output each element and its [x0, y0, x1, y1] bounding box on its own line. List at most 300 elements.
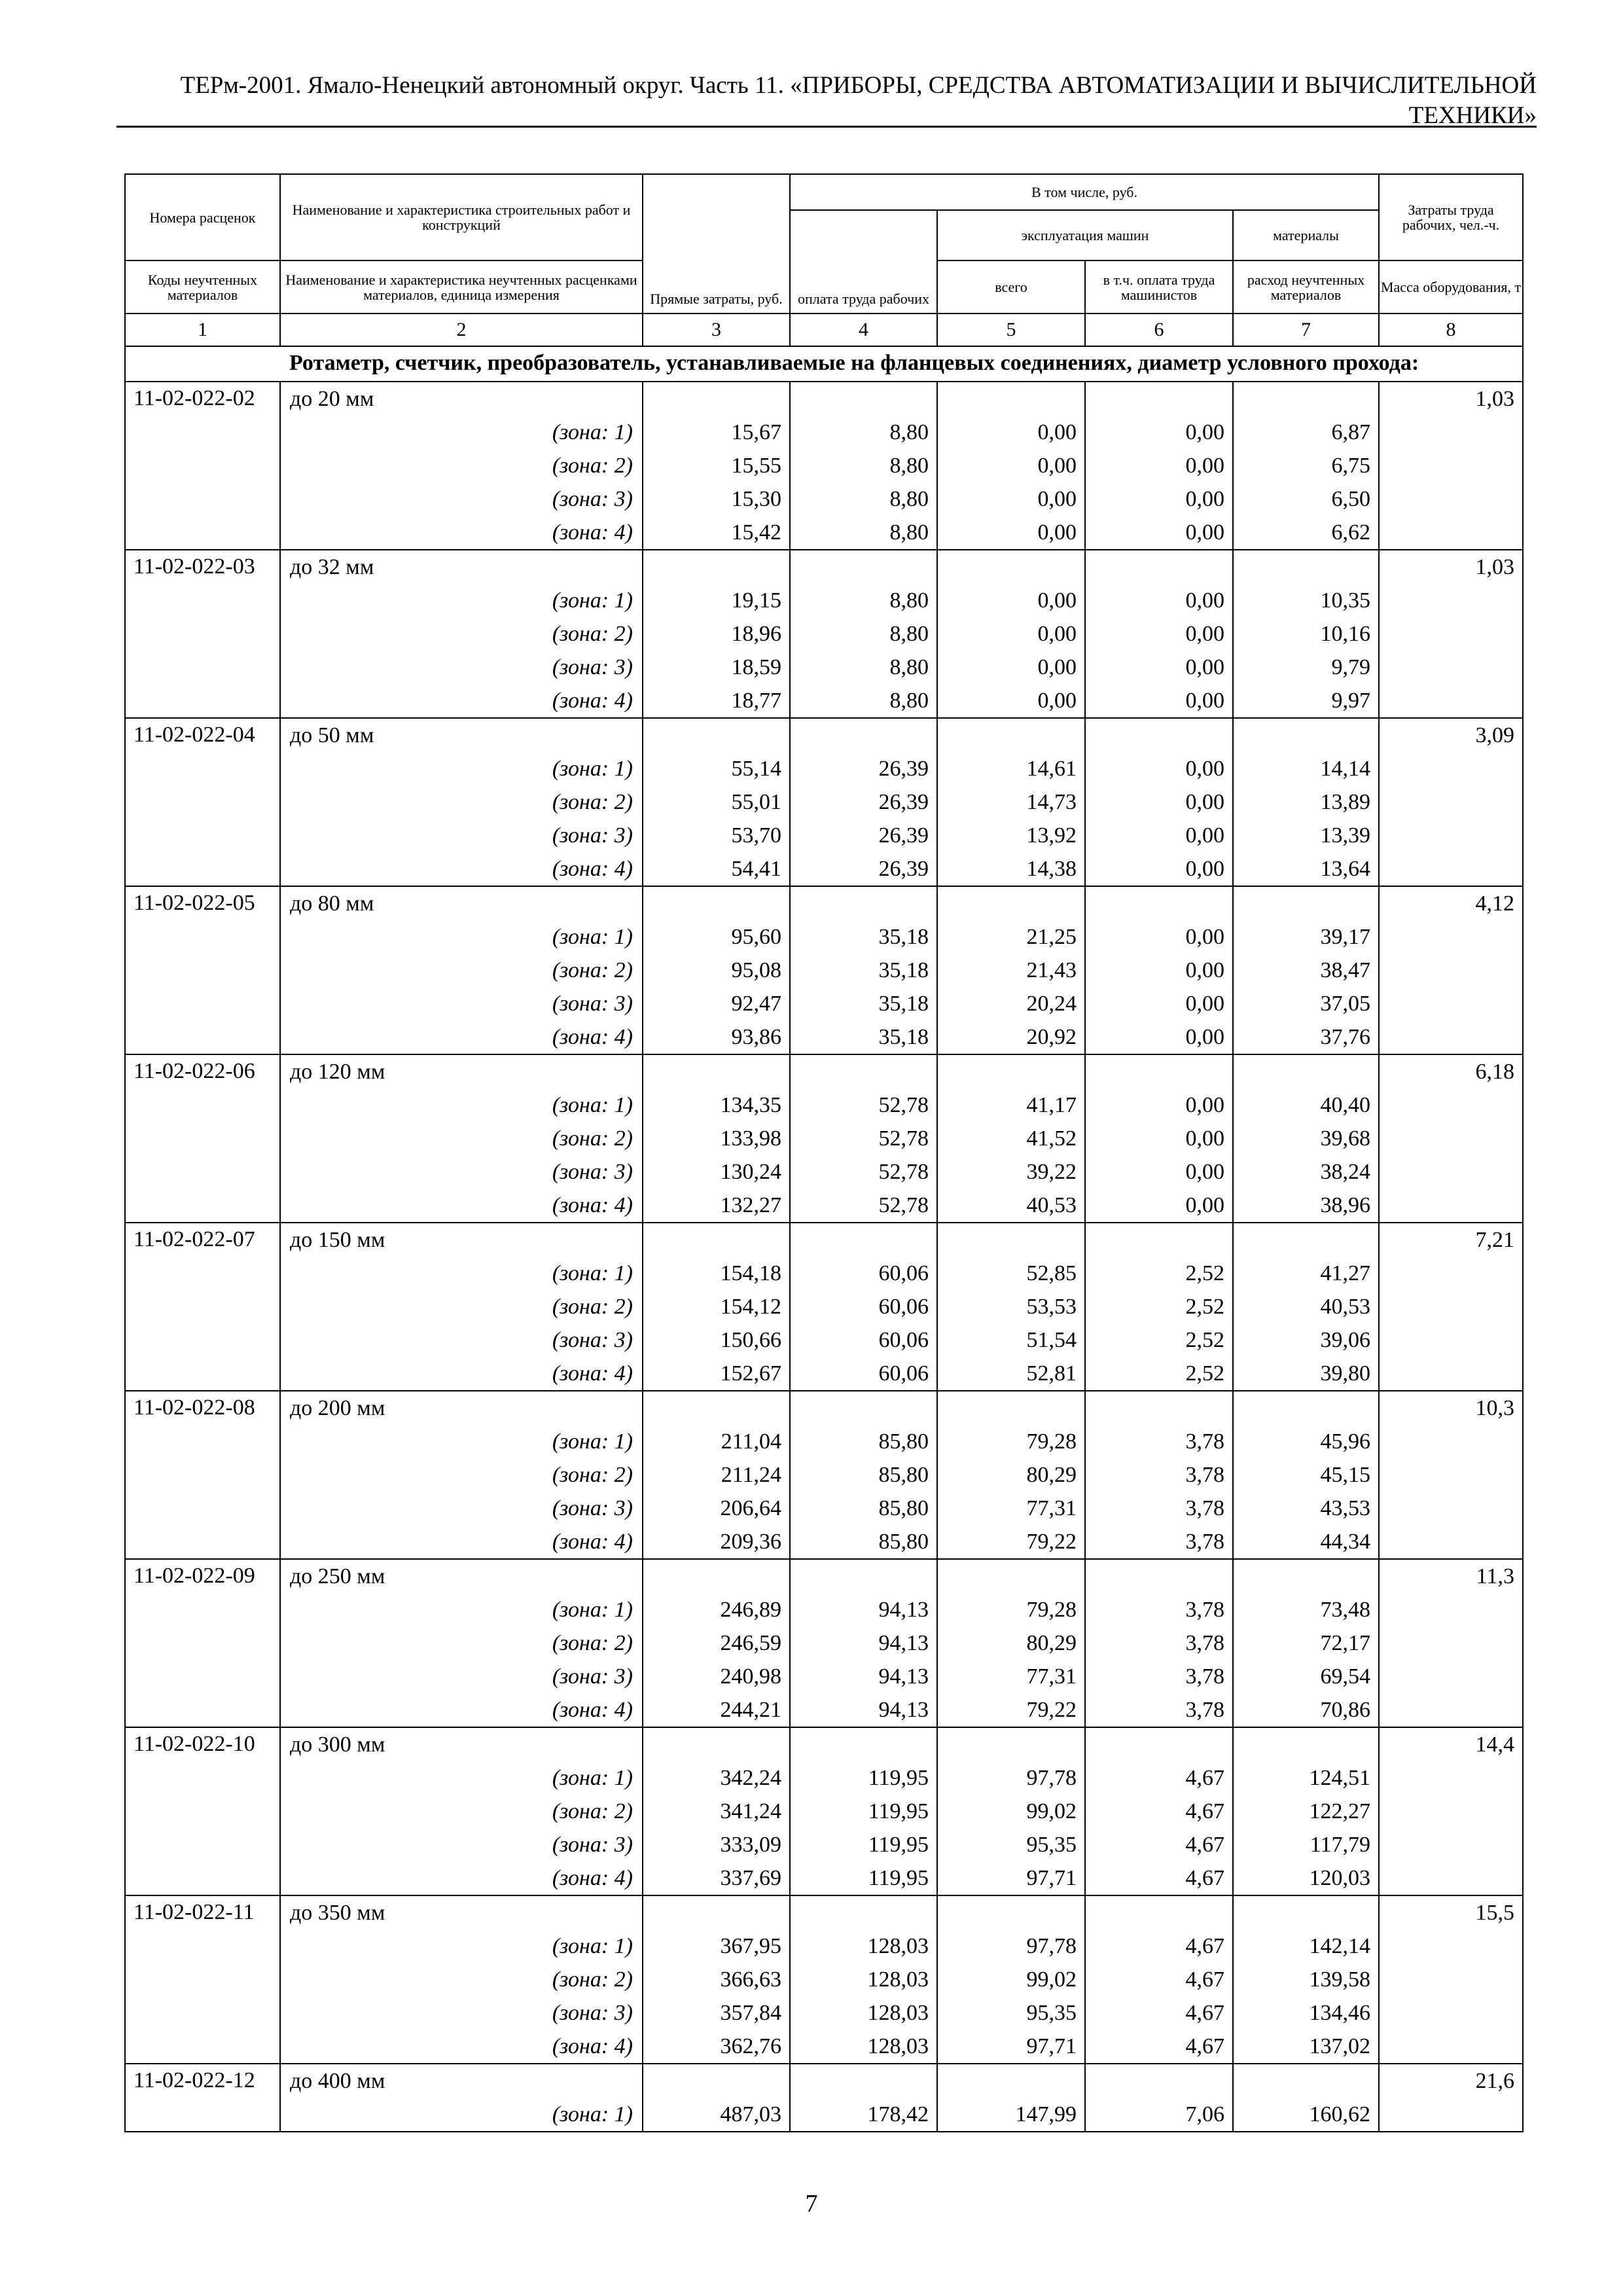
- materials-cost: 45,96: [1320, 1429, 1371, 1454]
- materials-cost: 72,17: [1320, 1631, 1371, 1655]
- materials-cost: 160,62: [1309, 2102, 1371, 2126]
- rate-name-cell: [280, 2064, 643, 2132]
- col-number: 3: [643, 314, 790, 346]
- rate-name: до 300 мм: [290, 1732, 385, 1757]
- machine-cost: 80,29: [1026, 1463, 1077, 1487]
- zone-label: (зона: 2): [552, 1463, 633, 1487]
- direct-cost: 211,04: [721, 1429, 781, 1454]
- machine-cost: 21,43: [1026, 958, 1077, 982]
- zone-label: (зона: 1): [552, 1598, 633, 1622]
- operator-wages: 4,67: [1185, 1934, 1224, 1958]
- operator-wages: 0,00: [1185, 757, 1224, 781]
- rate-code: 11-02-022-10: [125, 1727, 280, 1895]
- labor-cost: 6,18: [1475, 1060, 1515, 1084]
- direct-cost: 154,18: [720, 1261, 781, 1285]
- worker-wages: 26,39: [878, 790, 929, 814]
- zone-label: (зона: 3): [552, 487, 633, 511]
- zone-label: (зона: 3): [552, 1328, 633, 1352]
- direct-cost: 15,42: [731, 520, 781, 545]
- operator-wages-cell: [1085, 1727, 1233, 1895]
- machine-cost: 51,54: [1026, 1328, 1077, 1352]
- worker-wages: 8,80: [889, 655, 929, 679]
- worker-wages: 35,18: [878, 925, 929, 949]
- direct-cost-cell: [643, 1559, 790, 1727]
- zone-label: (зона: 1): [552, 1093, 633, 1117]
- operator-wages: 0,00: [1185, 454, 1224, 478]
- machine-cost: 14,61: [1026, 757, 1077, 781]
- materials-cost: 13,39: [1320, 823, 1371, 848]
- direct-cost-cell: [643, 1895, 790, 2064]
- operator-wages: 0,00: [1185, 1160, 1224, 1184]
- machine-cost: 95,35: [1026, 1833, 1077, 1857]
- direct-cost-cell: [643, 1054, 790, 1223]
- worker-wages: 52,78: [878, 1160, 929, 1184]
- materials-cost: 6,87: [1331, 420, 1371, 444]
- materials-cost-cell: [1233, 886, 1379, 1054]
- rate-name-cell: [280, 718, 643, 886]
- direct-cost: 244,21: [720, 1698, 781, 1722]
- rate-name-cell: [280, 1895, 643, 2064]
- materials-cost: 39,80: [1320, 1361, 1371, 1386]
- operator-wages: 4,67: [1185, 1766, 1224, 1790]
- col8-header-bottom: Масса оборудования, т: [1379, 260, 1523, 314]
- labor-cost: 11,3: [1476, 1564, 1515, 1588]
- rate-name: до 150 мм: [290, 1228, 385, 1252]
- labor-cost-cell: [1379, 1054, 1523, 1223]
- running-header: [116, 71, 1537, 131]
- header-rule: [116, 126, 1537, 128]
- direct-cost: 93,86: [731, 1025, 781, 1049]
- worker-wages: 178,42: [867, 2102, 929, 2126]
- operator-wages: 2,52: [1185, 1361, 1224, 1386]
- col8-header-top: Затраты труда рабочих, чел.-ч.: [1379, 174, 1523, 260]
- machine-cost: 39,22: [1026, 1160, 1077, 1184]
- operator-wages: 0,00: [1185, 1126, 1224, 1151]
- machine-cost: 147,99: [1015, 2102, 1077, 2126]
- machine-cost: 79,28: [1026, 1598, 1077, 1622]
- operator-wages: 0,00: [1185, 790, 1224, 814]
- operator-wages: 4,67: [1185, 1799, 1224, 1823]
- col-number: 6: [1085, 314, 1233, 346]
- rate-block: [125, 550, 1523, 718]
- direct-cost: 54,41: [731, 857, 781, 881]
- operator-wages: 0,00: [1185, 420, 1224, 444]
- zone-label: (зона: 3): [552, 1664, 633, 1689]
- worker-wages: 85,80: [878, 1429, 929, 1454]
- zone-label: (зона: 4): [552, 1193, 633, 1217]
- machine-cost: 99,02: [1026, 1967, 1077, 1992]
- page-number: 7: [805, 2190, 818, 2217]
- direct-cost: 95,60: [731, 925, 781, 949]
- operator-wages-cell: [1085, 1559, 1233, 1727]
- materials-cost: 139,58: [1309, 1967, 1371, 1992]
- worker-wages: 60,06: [878, 1295, 929, 1319]
- worker-wages: 52,78: [878, 1193, 929, 1217]
- materials-cost: 10,35: [1320, 588, 1371, 613]
- operator-wages-cell: [1085, 382, 1233, 550]
- operator-wages-cell: [1085, 550, 1233, 718]
- labor-cost-cell: [1379, 550, 1523, 718]
- worker-wages-cell: [790, 1391, 937, 1559]
- labor-cost: 14,4: [1475, 1732, 1515, 1757]
- rate-name-cell: [280, 550, 643, 718]
- rate-code: 11-02-022-12: [125, 2064, 280, 2132]
- materials-cost: 13,64: [1320, 857, 1371, 881]
- worker-wages: 35,18: [878, 958, 929, 982]
- machine-cost-cell: [937, 1559, 1085, 1727]
- machine-cost: 20,92: [1026, 1025, 1077, 1049]
- materials-cost: 41,27: [1320, 1261, 1371, 1285]
- machine-cost: 97,78: [1026, 1934, 1077, 1958]
- col7-header: расход неучтенных материалов: [1233, 260, 1379, 314]
- rate-name: до 32 мм: [290, 555, 374, 579]
- rate-code: 11-02-022-09: [125, 1559, 280, 1727]
- direct-cost: 55,01: [731, 790, 781, 814]
- materials-cost: 39,06: [1320, 1328, 1371, 1352]
- worker-wages-cell: [790, 1223, 937, 1391]
- operator-wages: 2,52: [1185, 1295, 1224, 1319]
- direct-cost: 206,64: [720, 1496, 781, 1520]
- labor-cost: 15,5: [1475, 1901, 1515, 1925]
- materials-cost-cell: [1233, 718, 1379, 886]
- zone-label: (зона: 2): [552, 1799, 633, 1823]
- rate-code: 11-02-022-02: [125, 382, 280, 550]
- machine-cost-cell: [937, 1054, 1085, 1223]
- zone-label: (зона: 3): [552, 655, 633, 679]
- machine-cost: 21,25: [1026, 925, 1077, 949]
- rate-block: [125, 382, 1523, 550]
- direct-cost: 152,67: [720, 1361, 781, 1386]
- operator-wages: 0,00: [1185, 655, 1224, 679]
- col2-header-top: Наименование и характеристика строительных работ и конструкций: [280, 174, 643, 260]
- rate-block: [125, 1391, 1523, 1559]
- direct-cost: 15,67: [731, 420, 781, 444]
- rate-name: до 20 мм: [290, 387, 374, 411]
- machine-cost-cell: [937, 1895, 1085, 2064]
- machine-cost: 14,38: [1026, 857, 1077, 881]
- materials-cost-cell: [1233, 1223, 1379, 1391]
- worker-wages: 26,39: [878, 757, 929, 781]
- direct-cost: 341,24: [720, 1799, 781, 1823]
- rate-name-cell: [280, 382, 643, 550]
- direct-cost: 53,70: [731, 823, 781, 848]
- materials-cost-cell: [1233, 1054, 1379, 1223]
- worker-wages: 26,39: [878, 823, 929, 848]
- operator-wages-cell: [1085, 718, 1233, 886]
- machine-cost-cell: [937, 1391, 1085, 1559]
- operator-wages-cell: [1085, 1391, 1233, 1559]
- worker-wages: 8,80: [889, 454, 929, 478]
- col-number: 2: [280, 314, 643, 346]
- rate-name: до 120 мм: [290, 1060, 385, 1084]
- rate-name-cell: [280, 1559, 643, 1727]
- labor-cost: 1,03: [1475, 387, 1515, 411]
- operator-wages-cell: [1085, 886, 1233, 1054]
- worker-wages: 8,80: [889, 622, 929, 646]
- zone-label: (зона: 1): [552, 588, 633, 613]
- machine-cost: 41,52: [1026, 1126, 1077, 1151]
- direct-cost: 333,09: [720, 1833, 781, 1857]
- worker-wages: 94,13: [878, 1631, 929, 1655]
- machine-cost-cell: [937, 382, 1085, 550]
- operator-wages-cell: [1085, 1895, 1233, 2064]
- col-number: 1: [125, 314, 280, 346]
- rate-code: 11-02-022-04: [125, 718, 280, 886]
- machine-cost-cell: [937, 550, 1085, 718]
- rate-block: [125, 1895, 1523, 2064]
- worker-wages: 94,13: [878, 1698, 929, 1722]
- operator-wages: 0,00: [1185, 1025, 1224, 1049]
- rate-name-cell: [280, 886, 643, 1054]
- worker-wages: 60,06: [878, 1361, 929, 1386]
- worker-wages-cell: [790, 550, 937, 718]
- zone-label: (зона: 1): [552, 925, 633, 949]
- rate-code: 11-02-022-05: [125, 886, 280, 1054]
- worker-wages: 119,95: [868, 1866, 929, 1890]
- rate-name: до 80 мм: [290, 891, 374, 916]
- materials-cost: 69,54: [1320, 1664, 1371, 1689]
- zone-label: (зона: 3): [552, 2001, 633, 2025]
- materials-cost-cell: [1233, 1727, 1379, 1895]
- machine-cost: 99,02: [1026, 1799, 1077, 1823]
- zone-label: (зона: 2): [552, 622, 633, 646]
- worker-wages: 119,95: [868, 1833, 929, 1857]
- operator-wages: 4,67: [1185, 1866, 1224, 1890]
- worker-wages: 85,80: [878, 1496, 929, 1520]
- operator-wages: 0,00: [1185, 1193, 1224, 1217]
- direct-cost-cell: [643, 1727, 790, 1895]
- col-number: 7: [1233, 314, 1379, 346]
- machine-cost-cell: [937, 2064, 1085, 2132]
- materials-cost: 40,53: [1320, 1295, 1371, 1319]
- operator-wages: 4,67: [1185, 1833, 1224, 1857]
- direct-cost: 15,30: [731, 487, 781, 511]
- materials-cost: 43,53: [1320, 1496, 1371, 1520]
- machine-cost: 77,31: [1026, 1496, 1077, 1520]
- zone-label: (зона: 1): [552, 1766, 633, 1790]
- operator-wages: 4,67: [1185, 1967, 1224, 1992]
- machine-cost: 13,92: [1026, 823, 1077, 848]
- operator-wages: 4,67: [1185, 2001, 1224, 2025]
- direct-cost: 55,14: [731, 757, 781, 781]
- worker-wages-cell: [790, 718, 937, 886]
- header-line-1: ТЕРм-2001. Ямало-Ненецкий автономный округ. Часть 11. «ПРИБОРЫ, СРЕДСТВА АВТОМАТИЗАЦИИ И ВЫЧИСЛИТЕЛЬНОЙ: [180, 72, 1537, 99]
- machine-cost: 0,00: [1037, 487, 1077, 511]
- worker-wages-cell: [790, 1727, 937, 1895]
- labor-cost: 4,12: [1475, 891, 1515, 916]
- materials-cost: 6,75: [1331, 454, 1371, 478]
- direct-cost: 18,59: [731, 655, 781, 679]
- rate-block: [125, 1727, 1523, 1895]
- worker-wages: 8,80: [889, 689, 929, 713]
- operator-wages: 4,67: [1185, 2034, 1224, 2058]
- col5-header: всего: [937, 260, 1085, 314]
- worker-wages-cell: [790, 1054, 937, 1223]
- zone-label: (зона: 3): [552, 992, 633, 1016]
- operator-wages: 0,00: [1185, 823, 1224, 848]
- materials-header: материалы: [1233, 210, 1379, 260]
- zone-label: (зона: 2): [552, 1126, 633, 1151]
- operator-wages: 2,52: [1185, 1328, 1224, 1352]
- worker-wages: 128,03: [867, 2001, 929, 2025]
- machine-cost: 53,53: [1026, 1295, 1077, 1319]
- machine-cost: 97,71: [1026, 1866, 1077, 1890]
- col-number: 4: [790, 314, 937, 346]
- direct-cost: 337,69: [720, 1866, 781, 1890]
- machine-cost: 80,29: [1026, 1631, 1077, 1655]
- worker-wages-cell: [790, 1895, 937, 2064]
- machine-cost: 0,00: [1037, 689, 1077, 713]
- col1-header-top: Номера расценок: [125, 174, 280, 260]
- rate-block: [125, 1223, 1523, 1391]
- zone-label: (зона: 4): [552, 1866, 633, 1890]
- worker-wages-cell: [790, 1559, 937, 1727]
- zone-label: (зона: 1): [552, 1261, 633, 1285]
- materials-cost: 9,79: [1331, 655, 1371, 679]
- materials-cost: 37,05: [1320, 992, 1371, 1016]
- operator-wages: 3,78: [1185, 1429, 1224, 1454]
- labor-cost-cell: [1379, 886, 1523, 1054]
- machine-cost: 79,28: [1026, 1429, 1077, 1454]
- labor-cost-cell: [1379, 1727, 1523, 1895]
- rate-code: 11-02-022-07: [125, 1223, 280, 1391]
- rate-code: 11-02-022-03: [125, 550, 280, 718]
- worker-wages: 52,78: [878, 1093, 929, 1117]
- worker-wages: 94,13: [878, 1598, 929, 1622]
- machine-cost: 79,22: [1026, 1530, 1077, 1554]
- zone-label: (зона: 4): [552, 1698, 633, 1722]
- direct-cost: 18,77: [731, 689, 781, 713]
- col6-header: в т.ч. оплата труда машинистов: [1085, 260, 1233, 314]
- zone-label: (зона: 4): [552, 1530, 633, 1554]
- rate-code: 11-02-022-11: [125, 1895, 280, 2064]
- machine-cost: 0,00: [1037, 520, 1077, 545]
- col4-header: оплата труда рабочих: [790, 210, 937, 314]
- labor-cost: 1,03: [1475, 555, 1515, 579]
- labor-cost-cell: [1379, 718, 1523, 886]
- machine-cost-cell: [937, 886, 1085, 1054]
- direct-cost: 130,24: [720, 1160, 781, 1184]
- worker-wages: 119,95: [868, 1799, 929, 1823]
- materials-cost: 38,47: [1320, 958, 1371, 982]
- worker-wages: 85,80: [878, 1463, 929, 1487]
- materials-cost-cell: [1233, 550, 1379, 718]
- zone-label: (зона: 2): [552, 1967, 633, 1992]
- materials-cost: 14,14: [1320, 757, 1371, 781]
- materials-cost: 9,97: [1331, 689, 1371, 713]
- operator-wages-cell: [1085, 1223, 1233, 1391]
- direct-cost: 487,03: [720, 2102, 781, 2126]
- zone-label: (зона: 4): [552, 857, 633, 881]
- machine-cost: 77,31: [1026, 1664, 1077, 1689]
- direct-cost-cell: [643, 382, 790, 550]
- worker-wages: 85,80: [878, 1530, 929, 1554]
- materials-cost: 38,96: [1320, 1193, 1371, 1217]
- machine-cost-cell: [937, 1223, 1085, 1391]
- operator-wages: 3,78: [1185, 1598, 1224, 1622]
- materials-cost: 142,14: [1309, 1934, 1371, 1958]
- materials-cost: 40,40: [1320, 1093, 1371, 1117]
- machine-cost: 40,53: [1026, 1193, 1077, 1217]
- materials-cost-cell: [1233, 1895, 1379, 2064]
- direct-cost: 95,08: [731, 958, 781, 982]
- operator-wages: 3,78: [1185, 1530, 1224, 1554]
- zone-label: (зона: 3): [552, 1833, 633, 1857]
- group-header: В том числе, руб.: [790, 174, 1379, 210]
- worker-wages: 26,39: [878, 857, 929, 881]
- direct-cost: 154,12: [720, 1295, 781, 1319]
- labor-cost: 21,6: [1475, 2069, 1515, 2093]
- direct-cost: 246,89: [720, 1598, 781, 1622]
- col3-header: Прямые затраты, руб.: [643, 174, 790, 314]
- materials-cost: 6,50: [1331, 487, 1371, 511]
- materials-cost: 124,51: [1309, 1766, 1371, 1790]
- direct-cost: 367,95: [720, 1934, 781, 1958]
- operator-wages: 0,00: [1185, 925, 1224, 949]
- machine-cost: 0,00: [1037, 420, 1077, 444]
- materials-cost-cell: [1233, 1391, 1379, 1559]
- zone-label: (зона: 3): [552, 823, 633, 848]
- rate-block: [125, 1054, 1523, 1223]
- worker-wages: 52,78: [878, 1126, 929, 1151]
- worker-wages: 60,06: [878, 1261, 929, 1285]
- machine-cost: 52,81: [1026, 1361, 1077, 1386]
- worker-wages: 128,03: [867, 2034, 929, 2058]
- direct-cost: 362,76: [720, 2034, 781, 2058]
- worker-wages-cell: [790, 2064, 937, 2132]
- operator-wages: 0,00: [1185, 958, 1224, 982]
- operator-wages: 0,00: [1185, 857, 1224, 881]
- rate-name: до 350 мм: [290, 1901, 385, 1925]
- materials-cost: 37,76: [1320, 1025, 1371, 1049]
- machine-cost: 0,00: [1037, 454, 1077, 478]
- zone-label: (зона: 2): [552, 1295, 633, 1319]
- zone-label: (зона: 1): [552, 420, 633, 444]
- operator-wages-cell: [1085, 2064, 1233, 2132]
- machine-cost: 0,00: [1037, 655, 1077, 679]
- direct-cost: 342,24: [720, 1766, 781, 1790]
- labor-cost: 7,21: [1475, 1228, 1515, 1252]
- direct-cost: 366,63: [720, 1967, 781, 1992]
- direct-cost-cell: [643, 886, 790, 1054]
- zone-label: (зона: 2): [552, 454, 633, 478]
- operator-wages: 3,78: [1185, 1496, 1224, 1520]
- machine-cost: 20,24: [1026, 992, 1077, 1016]
- zone-label: (зона: 1): [552, 1934, 633, 1958]
- operator-wages: 0,00: [1185, 588, 1224, 613]
- materials-cost-cell: [1233, 382, 1379, 550]
- zone-label: (зона: 2): [552, 958, 633, 982]
- materials-cost: 13,89: [1320, 790, 1371, 814]
- materials-cost: 38,24: [1320, 1160, 1371, 1184]
- zone-label: (зона: 1): [552, 2102, 633, 2126]
- col2-header-bottom: Наименование и характеристика неучтенных расценками материалов, единица измерения: [280, 260, 643, 314]
- rate-name: до 250 мм: [290, 1564, 385, 1588]
- labor-cost-cell: [1379, 1559, 1523, 1727]
- rate-block: [125, 1559, 1523, 1727]
- zone-label: (зона: 3): [552, 1160, 633, 1184]
- direct-cost: 15,55: [731, 454, 781, 478]
- col-number: 5: [937, 314, 1085, 346]
- zone-label: (зона: 4): [552, 2034, 633, 2058]
- direct-cost-cell: [643, 718, 790, 886]
- zone-label: (зона: 4): [552, 689, 633, 713]
- direct-cost-cell: [643, 2064, 790, 2132]
- worker-wages: 8,80: [889, 487, 929, 511]
- materials-cost: 137,02: [1309, 2034, 1371, 2058]
- operator-wages: 3,78: [1185, 1698, 1224, 1722]
- rate-name-cell: [280, 1054, 643, 1223]
